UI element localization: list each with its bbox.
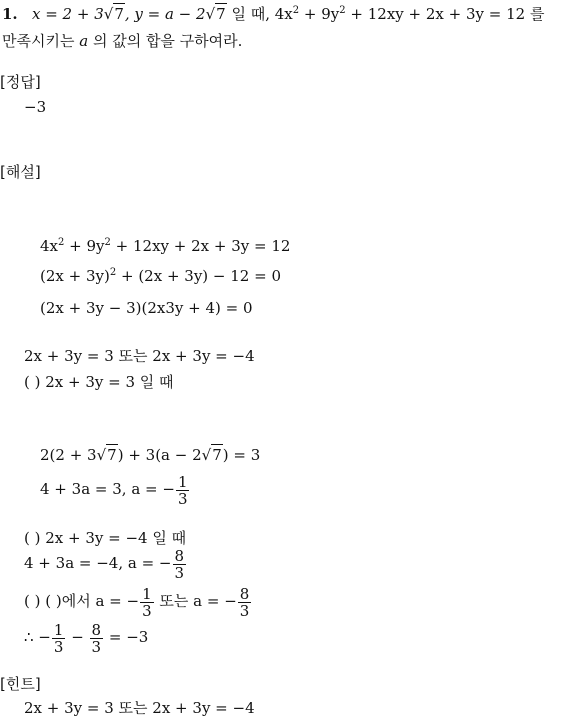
problem-line-2 bbox=[2, 31, 242, 51]
solution-eq-3: (2x + 3y − 3)(2x3y + 4) = 0 bbox=[40, 299, 253, 317]
sqrt-symbol: √7 bbox=[205, 5, 226, 23]
solution-eq-5: 4 + 3a = 3, a = − $\frac{1}{3}$ bbox=[40, 472, 188, 508]
sqrt-symbol: √7 bbox=[201, 446, 222, 464]
fraction: $\frac{1}{3}$ bbox=[53, 620, 64, 656]
fraction: $\frac{8}{3}$ bbox=[91, 620, 102, 656]
fraction: $\frac{1}{3}$ bbox=[142, 584, 152, 620]
solution-eq-6: 4 + 3a = −4, a = − $\frac{8}{3}$ bbox=[24, 546, 185, 582]
problem-text-2a: 만족시키는 bbox=[2, 32, 80, 50]
problem-math-1: x = 2 + 3 bbox=[31, 5, 104, 23]
solution-eq-1: $4x^2 + 9y^2 + 12xy + 2x + 3y = 12$ bbox=[40, 237, 291, 255]
solution-label: [해설] bbox=[0, 163, 41, 181]
solution-case-2: ( ) 2x + 3y = −4 일 때 bbox=[24, 529, 187, 547]
solution-final: ∴ − $\frac{1}{3}$ − $\frac{8}{3}$ = −3 bbox=[24, 620, 149, 656]
sqrt-symbol: √7 bbox=[103, 5, 124, 23]
solution-eq-2: $(2x + 3y)^2 + (2x + 3y) - 12 = 0$ bbox=[40, 267, 281, 285]
problem-line-1: 1. x = 2 + 3√7, y = a − 2√7 일 때, $4x^2 + 9y^2 + 12xy + 2x + 3y = 12$ 를 bbox=[2, 5, 545, 23]
fraction: $\frac{1}{3}$ bbox=[177, 472, 188, 508]
solution-eq-4: 2(2 + 3√7) + 3(a − 2√7) = 3 bbox=[40, 446, 261, 464]
answer-value: −3 bbox=[24, 98, 47, 116]
problem-text-2b: 의 값의 합을 구하여라. bbox=[88, 32, 243, 50]
problem-text-1: 일 때, 4x bbox=[226, 5, 293, 23]
fraction: $\frac{8}{3}$ bbox=[239, 584, 250, 620]
solution-or-line: 2x + 3y = 3 또는 2x + 3y = −4 bbox=[24, 347, 255, 365]
problem-var-a: a bbox=[79, 32, 89, 50]
answer-label: [정답] bbox=[0, 73, 41, 91]
hint-label: [힌트] bbox=[0, 675, 41, 693]
problem-math-2: , y = a − 2 bbox=[124, 5, 206, 23]
sqrt-symbol: √7 bbox=[96, 446, 117, 464]
hint-text: 2x + 3y = 3 또는 2x + 3y = −4 bbox=[24, 699, 255, 717]
solution-conclusion: ( ) ( )에서 a = − $\frac{1}{3}$ 또는 a = − $\frac{8}{3}$ bbox=[24, 584, 250, 620]
problem-number: 1. bbox=[2, 5, 18, 23]
solution-case-1: ( ) 2x + 3y = 3 일 때 bbox=[24, 373, 174, 391]
fraction: $\frac{8}{3}$ bbox=[174, 546, 185, 582]
